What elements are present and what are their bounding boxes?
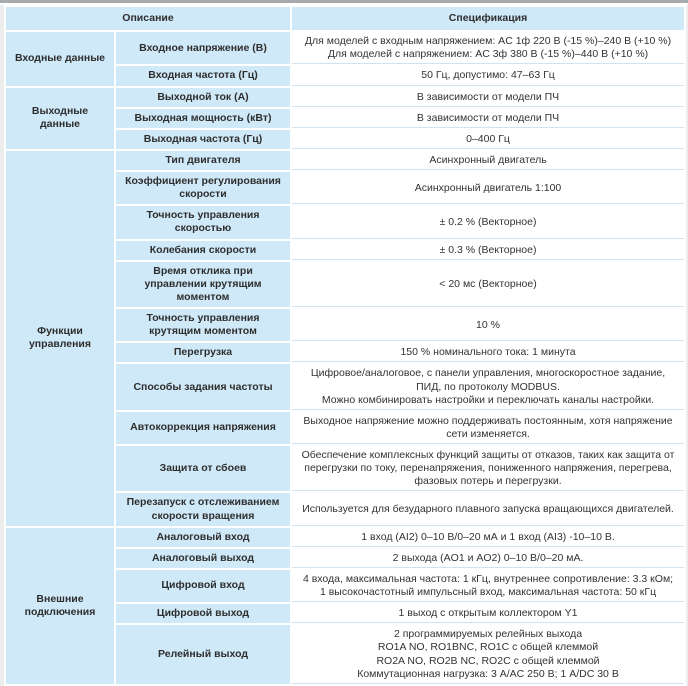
specification-cell <box>291 261 685 308</box>
description-cell: Колебания скорости <box>115 240 291 261</box>
description-cell: Входная частота (Гц) <box>115 65 291 86</box>
spec-line: В зависимости от модели ПЧ <box>416 111 560 124</box>
spec-line: 2 программируемых релейных выхода <box>393 628 583 641</box>
specification-cell <box>291 129 685 150</box>
spec-table-row <box>5 527 685 548</box>
specification-cell <box>291 31 685 65</box>
spec-table-row <box>5 87 685 108</box>
description-cell: Точность управления крутящим моментом <box>115 308 291 342</box>
spec-line: 50 Гц, допустимо: 47–63 Гц <box>421 69 555 82</box>
specification-cell <box>291 363 685 410</box>
spec-line: Выходное напряжение можно поддерживать постоянным, хотя напряжение сети изменяется. <box>303 414 673 440</box>
description-cell: Аналоговый вход <box>115 527 291 548</box>
spec-line: Используется для безударного плавного запуска вращающихся двигателей. <box>302 502 674 515</box>
description-cell: Входное напряжение (В) <box>115 31 291 65</box>
spec-line: ± 0.3 % (Векторное) <box>439 243 537 256</box>
spec-line: Асинхронный двигатель 1:100 <box>414 181 562 194</box>
specifications-table <box>4 5 686 686</box>
description-cell: Цифровой вход <box>115 569 291 603</box>
spec-line: Для моделей с напряжением: AC 3ф 380 В (-15 %)–440 В (+10 %) <box>327 48 649 61</box>
category-cell: Функции управления <box>5 150 115 527</box>
spec-line: 10 % <box>476 318 500 331</box>
description-cell: Выходная частота (Гц) <box>115 129 291 150</box>
specification-cell <box>291 445 685 492</box>
description-cell: Перезапуск с отслеживанием скорости вращения <box>115 492 291 526</box>
description-cell: Релейный выход <box>115 624 291 685</box>
specification-cell <box>291 87 685 108</box>
description-cell: Точность управления скоростью <box>115 205 291 239</box>
specification-cell <box>291 411 685 445</box>
spec-line: Асинхронный двигатель <box>429 153 547 166</box>
specification-cell <box>291 65 685 86</box>
specification-cell <box>291 150 685 171</box>
description-cell: Выходной ток (А) <box>115 87 291 108</box>
description-cell: Выходная мощность (кВт) <box>115 108 291 129</box>
category-cell: Входные данные <box>5 31 115 86</box>
column-header-specification: Спецификация <box>291 6 685 31</box>
spec-line: 1 выход с открытым коллектором Y1 <box>398 607 578 620</box>
spec-line: 0–400 Гц <box>466 132 510 145</box>
spec-line: RO2A NO, RO2B NC, RO2C с общей клеммой <box>376 654 600 667</box>
specification-cell <box>291 548 685 569</box>
spec-table-row <box>5 31 685 65</box>
specification-cell <box>291 171 685 205</box>
spec-line: < 20 мс (Векторное) <box>439 277 537 290</box>
description-cell: Коэффициент регулирования скорости <box>115 171 291 205</box>
specification-cell <box>291 624 685 685</box>
specification-cell <box>291 492 685 526</box>
spec-line: Обеспечение комплексных функций защиты от отказов, таких как защита от перегрузки по току, перенапряжения, пониженного напряжения, перегрева, фазовых потерь и перегрузки. <box>301 449 675 488</box>
specification-cell <box>291 308 685 342</box>
spec-line: В зависимости от модели ПЧ <box>416 90 560 103</box>
spec-line: Коммутационная нагрузка: 3 A/AC 250 В; 1 A/DC 30 В <box>357 667 619 680</box>
spec-line: Можно комбинировать настройки и переключать каналы настройки. <box>321 393 655 406</box>
description-cell: Защита от сбоев <box>115 445 291 492</box>
spec-line: ± 0.2 % (Векторное) <box>439 215 537 228</box>
specification-cell <box>291 108 685 129</box>
specification-cell <box>291 342 685 363</box>
column-header-description: Описание <box>5 6 291 31</box>
description-cell: Аналоговый выход <box>115 548 291 569</box>
spec-line: 1 вход (AI2) 0–10 В/0–20 мА и 1 вход (AI3) -10–10 В. <box>361 530 615 543</box>
spec-line: RO1A NO, RO1BNC, RO1C с общей клеммой <box>377 641 599 654</box>
specification-cell <box>291 240 685 261</box>
spec-table-row <box>5 150 685 171</box>
description-cell: Способы задания частоты <box>115 363 291 410</box>
specification-cell <box>291 569 685 603</box>
table-body <box>5 31 685 685</box>
specification-cell <box>291 205 685 239</box>
spec-line: 150 % номинального тока: 1 минута <box>400 346 576 359</box>
description-cell: Автокоррекция напряжения <box>115 411 291 445</box>
description-cell: Время отклика при управлении крутящим моментом <box>115 261 291 308</box>
spec-line: 2 выхода (AO1 и AO2) 0–10 В/0–20 мА. <box>392 551 584 564</box>
spec-line: Цифровое/аналоговое, с панели управления, многоскоростное задание, ПИД, по протоколу MODBUS. <box>310 367 666 393</box>
spec-line: 1 высокочастотный импульсный вход, максимальная частота: 50 кГц <box>319 586 657 598</box>
spec-line: 4 входа, максимальная частота: 1 кГц, внутреннее сопротивление: 3.3 кОм; <box>302 572 674 585</box>
category-cell: Внешние подключения <box>5 527 115 685</box>
category-cell: Выходные данные <box>5 87 115 150</box>
header-row <box>5 6 685 31</box>
description-cell: Перегрузка <box>115 342 291 363</box>
description-cell: Тип двигателя <box>115 150 291 171</box>
spec-line: Для моделей с входным напряжением: AC 1ф 220 В (-15 %)–240 В (+10 %) <box>304 35 672 48</box>
description-cell: Цифровой выход <box>115 603 291 624</box>
specification-cell <box>291 527 685 548</box>
specifications-table-wrapper <box>4 5 684 686</box>
specification-cell <box>291 603 685 624</box>
